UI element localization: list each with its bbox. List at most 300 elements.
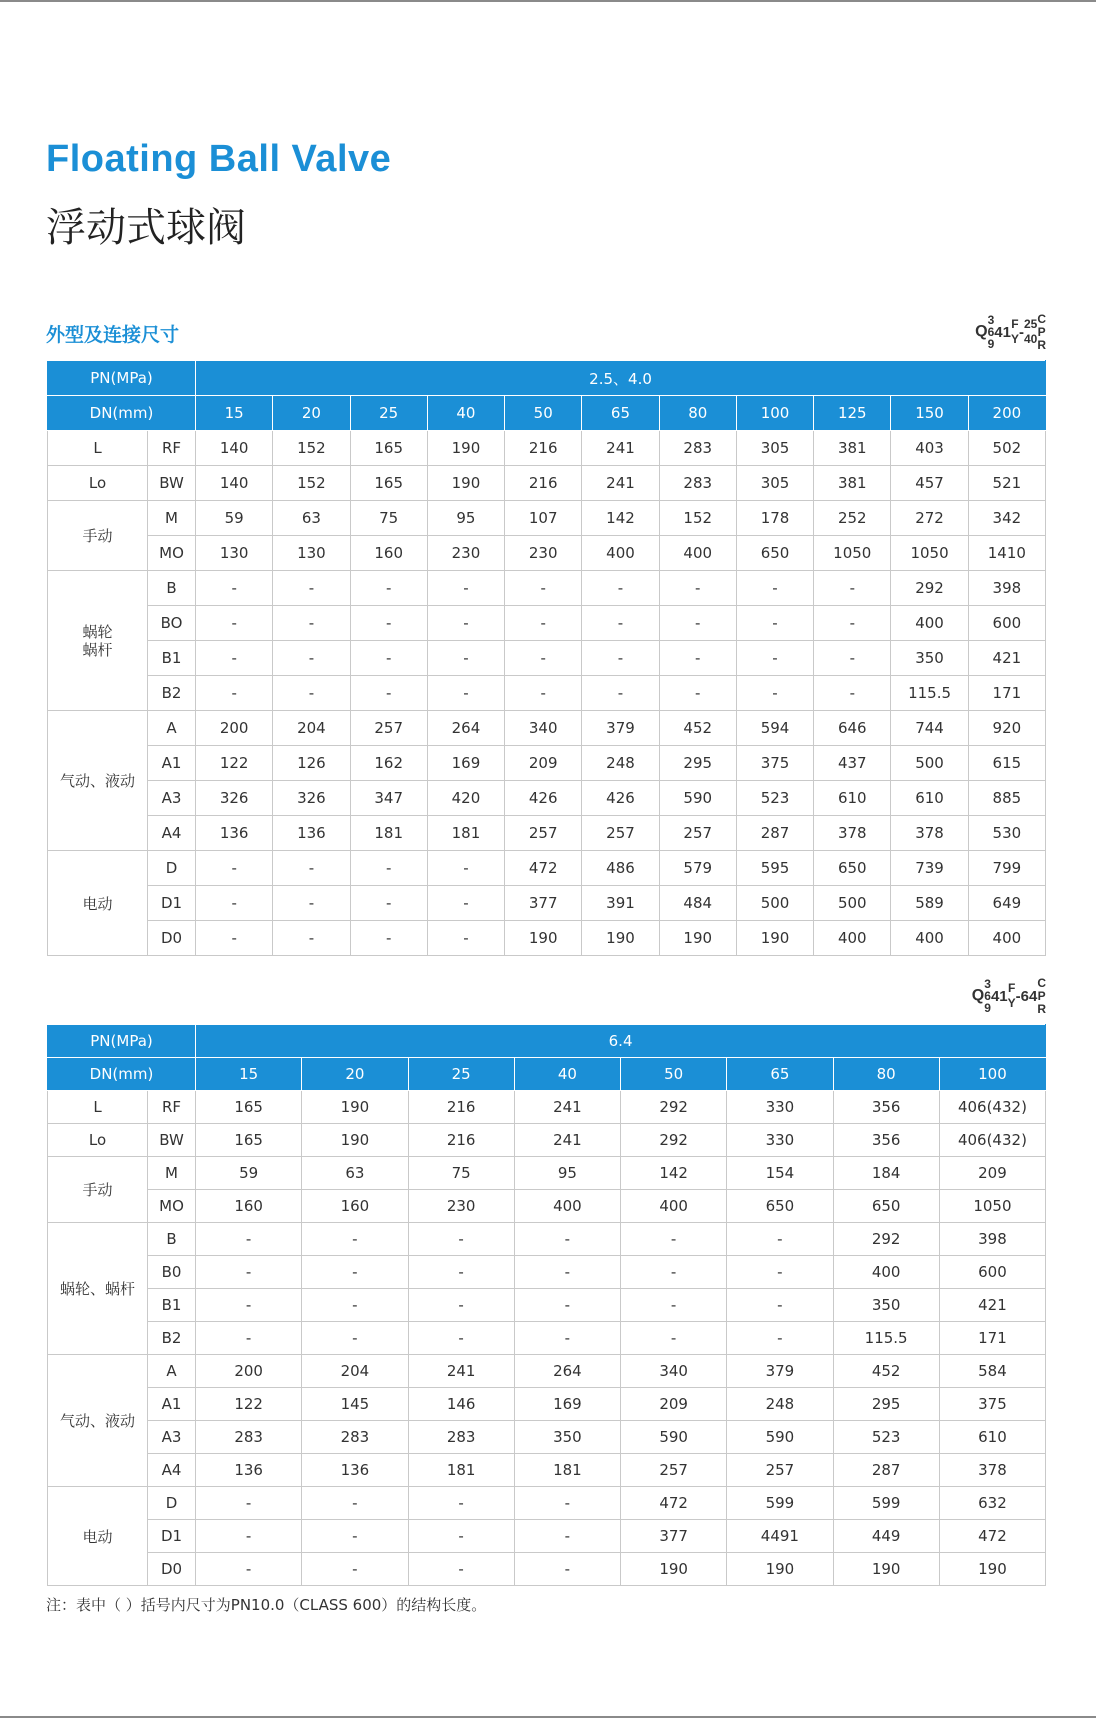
value-cell: 181 xyxy=(408,1454,514,1487)
value-cell: - xyxy=(727,1322,833,1355)
value-cell: 330 xyxy=(727,1124,833,1157)
row-code: BO xyxy=(148,606,196,641)
model-cpr-stack xyxy=(1037,313,1046,352)
model-prefix: Q xyxy=(975,323,988,340)
value-cell: 292 xyxy=(621,1124,727,1157)
model-letter: F xyxy=(1007,981,1016,995)
value-cell: - xyxy=(814,606,891,641)
value-cell: 426 xyxy=(582,781,659,816)
value-cell: - xyxy=(408,1256,514,1289)
value-cell: - xyxy=(302,1322,408,1355)
table-row xyxy=(48,501,1046,536)
value-cell: 190 xyxy=(427,466,504,501)
value-cell: 95 xyxy=(427,501,504,536)
value-cell: 190 xyxy=(427,431,504,466)
value-cell: - xyxy=(196,921,273,956)
value-cell: 140 xyxy=(196,466,273,501)
value-cell: 200 xyxy=(196,711,273,746)
dn-label: DN(mm) xyxy=(48,1058,196,1091)
table-row xyxy=(48,1388,1046,1421)
dn-label: DN(mm) xyxy=(48,396,196,431)
value-cell: - xyxy=(814,571,891,606)
value-cell: 241 xyxy=(582,466,659,501)
value-cell: 1410 xyxy=(968,536,1045,571)
model-letter: P xyxy=(1037,988,1046,1003)
value-cell: 342 xyxy=(968,501,1045,536)
value-cell: 200 xyxy=(196,1355,302,1388)
value-cell: 500 xyxy=(891,746,968,781)
value-cell: - xyxy=(736,606,813,641)
value-cell: 799 xyxy=(968,851,1045,886)
row-code: A4 xyxy=(148,816,196,851)
value-cell: 190 xyxy=(939,1553,1045,1586)
dn-size: 40 xyxy=(427,396,504,431)
value-cell: 283 xyxy=(659,466,736,501)
value-cell: - xyxy=(196,1322,302,1355)
pn-label: PN(MPa) xyxy=(48,361,196,396)
value-cell: 615 xyxy=(968,746,1045,781)
value-cell: 340 xyxy=(621,1355,727,1388)
value-cell: 165 xyxy=(196,1091,302,1124)
value-cell: 650 xyxy=(736,536,813,571)
value-cell: 295 xyxy=(833,1388,939,1421)
row-code: A xyxy=(148,711,196,746)
value-cell: - xyxy=(582,571,659,606)
value-cell: - xyxy=(727,1289,833,1322)
value-cell: 449 xyxy=(833,1520,939,1553)
value-cell: 162 xyxy=(350,746,427,781)
value-cell: 190 xyxy=(833,1553,939,1586)
value-cell: 400 xyxy=(833,1256,939,1289)
model-letter: C xyxy=(1037,975,1046,990)
value-cell: 230 xyxy=(505,536,582,571)
value-cell: 190 xyxy=(621,1553,727,1586)
dn-size: 20 xyxy=(302,1058,408,1091)
model-fy-stack xyxy=(1011,317,1019,347)
value-cell: 350 xyxy=(833,1289,939,1322)
value-cell: 400 xyxy=(891,921,968,956)
value-cell: 305 xyxy=(736,431,813,466)
value-cell: 171 xyxy=(939,1322,1045,1355)
value-cell: 241 xyxy=(514,1124,620,1157)
top-rule xyxy=(0,0,1096,2)
value-cell: 381 xyxy=(814,431,891,466)
value-cell: 400 xyxy=(514,1190,620,1223)
model-code-table1 xyxy=(975,312,1046,352)
table-row xyxy=(48,851,1046,886)
model-mid: 41 xyxy=(994,323,1011,341)
row-code: D1 xyxy=(148,886,196,921)
model-letter: R xyxy=(1037,337,1046,352)
value-cell: 63 xyxy=(273,501,350,536)
table-row xyxy=(48,606,1046,641)
value-cell: - xyxy=(302,1520,408,1553)
model-letter: C xyxy=(1037,311,1046,326)
value-cell: - xyxy=(814,676,891,711)
pn-value: 6.4 xyxy=(196,1025,1046,1058)
value-cell: 350 xyxy=(891,641,968,676)
value-cell: 209 xyxy=(939,1157,1045,1190)
value-cell: 398 xyxy=(939,1223,1045,1256)
value-cell: 650 xyxy=(727,1190,833,1223)
value-cell: - xyxy=(814,641,891,676)
model-mid: 41 xyxy=(990,987,1008,1005)
section-title: 外型及连接尺寸 xyxy=(46,324,180,346)
table-row xyxy=(48,431,1046,466)
value-cell: - xyxy=(350,676,427,711)
value-cell: 142 xyxy=(582,501,659,536)
value-cell: - xyxy=(514,1520,620,1553)
value-cell: - xyxy=(427,676,504,711)
value-cell: - xyxy=(196,676,273,711)
row-code: B2 xyxy=(148,676,196,711)
value-cell: - xyxy=(659,641,736,676)
value-cell: 257 xyxy=(659,816,736,851)
value-cell: 356 xyxy=(833,1091,939,1124)
table-row xyxy=(48,1454,1046,1487)
dn-size: 100 xyxy=(736,396,813,431)
model-digit: 9 xyxy=(987,337,995,351)
value-cell: 190 xyxy=(302,1091,408,1124)
row-code: D0 xyxy=(148,1553,196,1586)
value-cell: 248 xyxy=(727,1388,833,1421)
footnote: 注：表中（ ）括号内尺寸为PN10.0（CLASS 600）的结构长度。 xyxy=(46,1596,487,1614)
value-cell: 484 xyxy=(659,886,736,921)
value-cell: - xyxy=(659,606,736,641)
value-cell: 426 xyxy=(505,781,582,816)
value-cell: 190 xyxy=(582,921,659,956)
model-pressure: 64 xyxy=(1020,987,1038,1005)
dn-size: 150 xyxy=(891,396,968,431)
value-cell: - xyxy=(582,676,659,711)
value-cell: - xyxy=(302,1553,408,1586)
value-cell: - xyxy=(408,1289,514,1322)
model-digit-stack xyxy=(984,978,991,1014)
group-label: L xyxy=(48,1091,148,1124)
value-cell: 136 xyxy=(302,1454,408,1487)
group-label: L xyxy=(48,431,148,466)
table-row xyxy=(48,886,1046,921)
value-cell: 107 xyxy=(505,501,582,536)
row-code: A xyxy=(148,1355,196,1388)
value-cell: 165 xyxy=(350,466,427,501)
dn-size: 40 xyxy=(514,1058,620,1091)
value-cell: 500 xyxy=(736,886,813,921)
value-cell: 600 xyxy=(968,606,1045,641)
value-cell: - xyxy=(408,1553,514,1586)
table-row xyxy=(48,466,1046,501)
value-cell: 152 xyxy=(659,501,736,536)
value-cell: 579 xyxy=(659,851,736,886)
dn-header-row xyxy=(48,396,1046,431)
model-letter: F xyxy=(1011,317,1019,331)
value-cell: 400 xyxy=(814,921,891,956)
dn-size: 100 xyxy=(939,1058,1045,1091)
value-cell: - xyxy=(350,921,427,956)
value-cell: 584 xyxy=(939,1355,1045,1388)
value-cell: 287 xyxy=(833,1454,939,1487)
value-cell: 375 xyxy=(736,746,813,781)
model-digit-stack xyxy=(988,314,995,350)
group-label: Lo xyxy=(48,466,148,501)
value-cell: 292 xyxy=(833,1223,939,1256)
value-cell: - xyxy=(505,606,582,641)
group-label: 电动 xyxy=(48,851,148,956)
value-cell: - xyxy=(273,851,350,886)
value-cell: 406(432) xyxy=(939,1124,1045,1157)
model-letter: Y xyxy=(1010,332,1019,346)
value-cell: 4491 xyxy=(727,1520,833,1553)
pn-value: 2.5、4.0 xyxy=(196,361,1046,396)
value-cell: - xyxy=(514,1223,620,1256)
dn-size: 20 xyxy=(273,396,350,431)
value-cell: - xyxy=(196,1289,302,1322)
value-cell: - xyxy=(427,851,504,886)
row-code: D0 xyxy=(148,921,196,956)
value-cell: - xyxy=(514,1289,620,1322)
value-cell: 305 xyxy=(736,466,813,501)
value-cell: - xyxy=(427,606,504,641)
value-cell: 330 xyxy=(727,1091,833,1124)
group-label: 手动 xyxy=(48,501,148,571)
value-cell: 142 xyxy=(621,1157,727,1190)
value-cell: 650 xyxy=(814,851,891,886)
value-cell: - xyxy=(196,1256,302,1289)
table-row xyxy=(48,571,1046,606)
value-cell: 283 xyxy=(302,1421,408,1454)
model-letter: R xyxy=(1037,1001,1046,1016)
value-cell: 204 xyxy=(302,1355,408,1388)
value-cell: 75 xyxy=(408,1157,514,1190)
value-cell: 590 xyxy=(621,1421,727,1454)
value-cell: 216 xyxy=(505,431,582,466)
row-code: D xyxy=(148,1487,196,1520)
dn-size: 25 xyxy=(408,1058,514,1091)
value-cell: 650 xyxy=(833,1190,939,1223)
value-cell: 204 xyxy=(273,711,350,746)
row-code: A1 xyxy=(148,746,196,781)
value-cell: 610 xyxy=(814,781,891,816)
value-cell: 264 xyxy=(514,1355,620,1388)
value-cell: 287 xyxy=(736,816,813,851)
value-cell: 241 xyxy=(514,1091,620,1124)
value-cell: 452 xyxy=(833,1355,939,1388)
value-cell: 145 xyxy=(302,1388,408,1421)
group-label: 手动 xyxy=(48,1157,148,1223)
table-row xyxy=(48,1289,1046,1322)
value-cell: 589 xyxy=(891,886,968,921)
value-cell: 326 xyxy=(273,781,350,816)
row-code: RF xyxy=(148,1091,196,1124)
value-cell: - xyxy=(621,1256,727,1289)
value-cell: - xyxy=(273,641,350,676)
value-cell: 398 xyxy=(968,571,1045,606)
value-cell: 59 xyxy=(196,501,273,536)
table-row xyxy=(48,816,1046,851)
value-cell: 75 xyxy=(350,501,427,536)
value-cell: 230 xyxy=(408,1190,514,1223)
value-cell: - xyxy=(302,1289,408,1322)
value-cell: - xyxy=(427,921,504,956)
value-cell: 152 xyxy=(273,466,350,501)
value-cell: - xyxy=(408,1223,514,1256)
value-cell: 209 xyxy=(505,746,582,781)
value-cell: 421 xyxy=(939,1289,1045,1322)
value-cell: 381 xyxy=(814,466,891,501)
value-cell: 190 xyxy=(736,921,813,956)
row-code: B0 xyxy=(148,1256,196,1289)
value-cell: 521 xyxy=(968,466,1045,501)
value-cell: 486 xyxy=(582,851,659,886)
value-cell: 181 xyxy=(427,816,504,851)
row-code: B1 xyxy=(148,1289,196,1322)
value-cell: 378 xyxy=(891,816,968,851)
value-cell: - xyxy=(350,641,427,676)
table-row xyxy=(48,746,1046,781)
value-cell: - xyxy=(273,676,350,711)
row-code: D xyxy=(148,851,196,886)
value-cell: - xyxy=(196,851,273,886)
value-cell: - xyxy=(659,676,736,711)
value-cell: 130 xyxy=(273,536,350,571)
row-code: BW xyxy=(148,466,196,501)
value-cell: 523 xyxy=(736,781,813,816)
table-row xyxy=(48,1553,1046,1586)
dn-size: 15 xyxy=(196,1058,302,1091)
group-label: 电动 xyxy=(48,1487,148,1586)
value-cell: 190 xyxy=(505,921,582,956)
model-letter: Y xyxy=(1007,996,1016,1010)
dn-size: 15 xyxy=(196,396,273,431)
table-row xyxy=(48,711,1046,746)
value-cell: 146 xyxy=(408,1388,514,1421)
dn-size: 200 xyxy=(968,396,1045,431)
value-cell: - xyxy=(273,606,350,641)
value-cell: 241 xyxy=(582,431,659,466)
row-code: A4 xyxy=(148,1454,196,1487)
value-cell: 472 xyxy=(939,1520,1045,1553)
value-cell: - xyxy=(736,676,813,711)
value-cell: 216 xyxy=(408,1124,514,1157)
model-pressure: 40 xyxy=(1023,332,1038,346)
row-code: M xyxy=(148,1157,196,1190)
value-cell: 209 xyxy=(621,1388,727,1421)
dimension-table-pn64 xyxy=(47,1024,1046,1586)
table-row xyxy=(48,1322,1046,1355)
value-cell: - xyxy=(659,571,736,606)
table-row xyxy=(48,1355,1046,1388)
value-cell: 1050 xyxy=(939,1190,1045,1223)
model-dash: - xyxy=(1015,987,1021,1005)
value-cell: 136 xyxy=(196,816,273,851)
value-cell: - xyxy=(196,571,273,606)
value-cell: 295 xyxy=(659,746,736,781)
model-letter: P xyxy=(1037,324,1046,339)
value-cell: - xyxy=(350,886,427,921)
value-cell: 264 xyxy=(427,711,504,746)
value-cell: - xyxy=(582,606,659,641)
group-label: Lo xyxy=(48,1124,148,1157)
value-cell: - xyxy=(408,1520,514,1553)
value-cell: 190 xyxy=(659,921,736,956)
dn-size: 50 xyxy=(621,1058,727,1091)
value-cell: 739 xyxy=(891,851,968,886)
value-cell: 136 xyxy=(273,816,350,851)
value-cell: - xyxy=(427,886,504,921)
table-row xyxy=(48,641,1046,676)
value-cell: 400 xyxy=(659,536,736,571)
table-row xyxy=(48,1124,1046,1157)
value-cell: 216 xyxy=(408,1091,514,1124)
value-cell: 885 xyxy=(968,781,1045,816)
value-cell: - xyxy=(621,1223,727,1256)
dn-size: 125 xyxy=(814,396,891,431)
value-cell: - xyxy=(505,571,582,606)
value-cell: 421 xyxy=(968,641,1045,676)
value-cell: - xyxy=(514,1553,620,1586)
value-cell: - xyxy=(621,1322,727,1355)
title-english: Floating Ball Valve xyxy=(46,138,392,180)
value-cell: 350 xyxy=(514,1421,620,1454)
value-cell: 375 xyxy=(939,1388,1045,1421)
value-cell: 160 xyxy=(196,1190,302,1223)
value-cell: - xyxy=(196,1520,302,1553)
value-cell: - xyxy=(196,1223,302,1256)
value-cell: 590 xyxy=(659,781,736,816)
value-cell: 379 xyxy=(582,711,659,746)
value-cell: - xyxy=(196,1487,302,1520)
value-cell: 646 xyxy=(814,711,891,746)
table-row xyxy=(48,1421,1046,1454)
row-code: MO xyxy=(148,536,196,571)
group-label: 蜗轮 蜗杆 xyxy=(48,571,148,711)
value-cell: - xyxy=(350,606,427,641)
pn-header-row xyxy=(48,1025,1046,1058)
value-cell: 744 xyxy=(891,711,968,746)
value-cell: 523 xyxy=(833,1421,939,1454)
value-cell: - xyxy=(196,641,273,676)
value-cell: 248 xyxy=(582,746,659,781)
value-cell: 241 xyxy=(408,1355,514,1388)
dn-size: 80 xyxy=(833,1058,939,1091)
value-cell: 165 xyxy=(196,1124,302,1157)
value-cell: - xyxy=(408,1322,514,1355)
dn-size: 65 xyxy=(582,396,659,431)
value-cell: 437 xyxy=(814,746,891,781)
table-row xyxy=(48,1487,1046,1520)
group-label: 气动、液动 xyxy=(48,1355,148,1487)
value-cell: 340 xyxy=(505,711,582,746)
table-row xyxy=(48,1157,1046,1190)
row-code: B xyxy=(148,1223,196,1256)
title-chinese: 浮动式球阀 xyxy=(46,205,246,251)
value-cell: 171 xyxy=(968,676,1045,711)
value-cell: 406(432) xyxy=(939,1091,1045,1124)
model-dash: - xyxy=(1018,323,1024,341)
value-cell: 160 xyxy=(302,1190,408,1223)
value-cell: 595 xyxy=(736,851,813,886)
value-cell: 184 xyxy=(833,1157,939,1190)
value-cell: 130 xyxy=(196,536,273,571)
table-row xyxy=(48,1223,1046,1256)
model-digit: 6 xyxy=(987,325,995,339)
value-cell: 216 xyxy=(505,466,582,501)
table-row xyxy=(48,781,1046,816)
value-cell: 377 xyxy=(621,1520,727,1553)
value-cell: - xyxy=(302,1487,408,1520)
value-cell: 500 xyxy=(814,886,891,921)
value-cell: 272 xyxy=(891,501,968,536)
